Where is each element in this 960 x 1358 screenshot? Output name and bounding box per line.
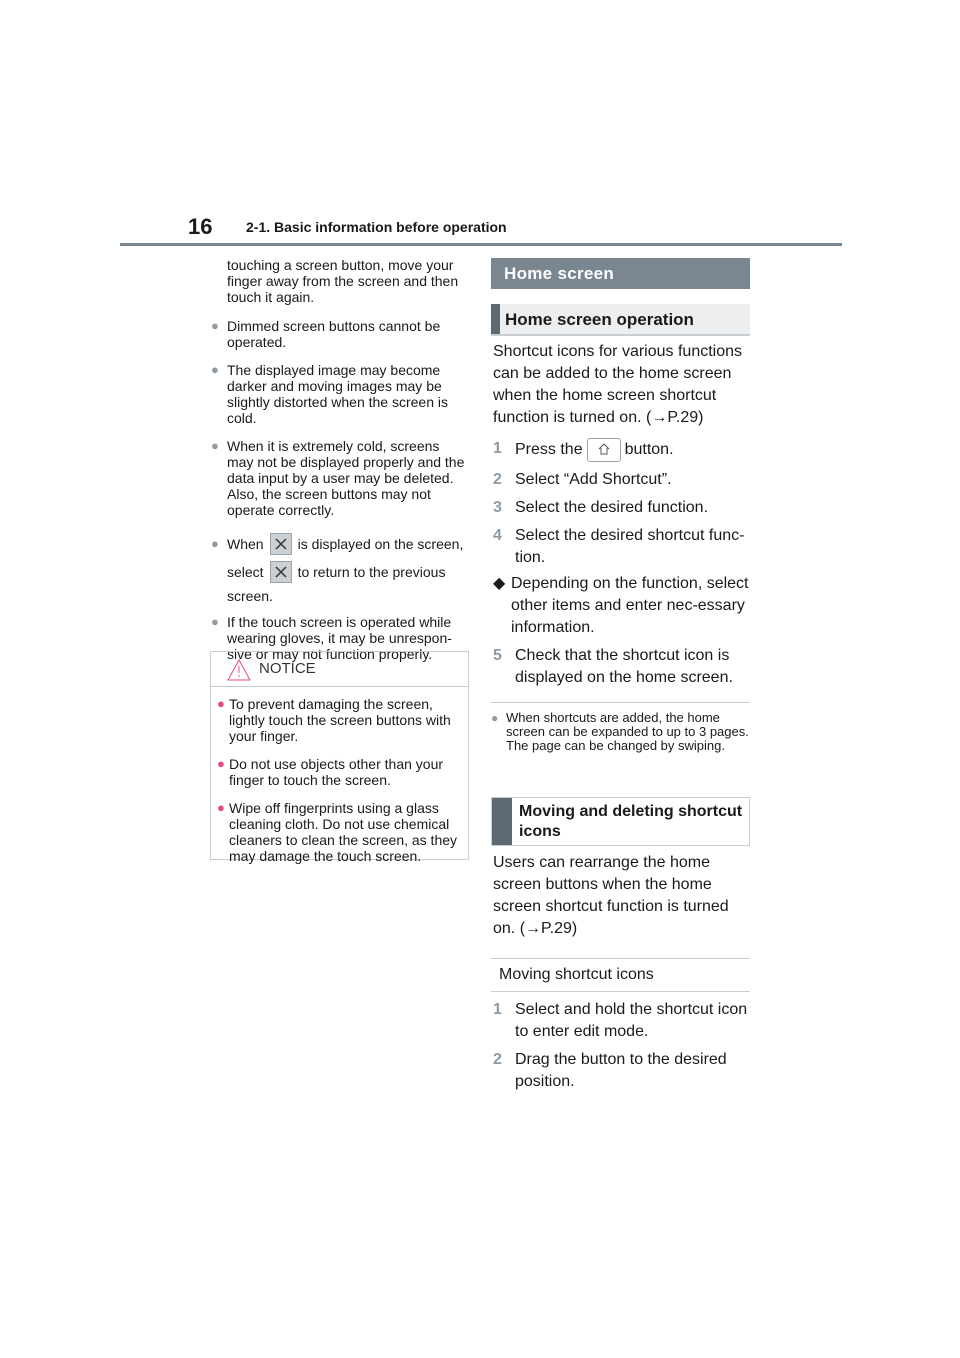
bullet-dot-icon: ● [211, 362, 219, 377]
notice-item: ● Wipe off fingerprints using a glass cleaning cloth. Do not use chemical cleaners to clean the screen, as they may damage the touch screen. [217, 800, 458, 864]
moving-deleting-subheading: Moving and deleting shortcut icons [491, 797, 750, 846]
users-paragraph: Users can rearrange the home screen buttons when the home screen shortcut function is turned on. (→P.29) [493, 854, 729, 937]
header-rule [120, 243, 842, 246]
subheading-bar [491, 304, 500, 334]
close-icon [270, 561, 292, 583]
bullet-dot-icon: ● [217, 756, 225, 771]
notice-label: NOTICE [259, 660, 316, 677]
notice-items [211, 687, 468, 864]
notice-box [210, 651, 469, 864]
bullet-dot-icon: ● [211, 536, 219, 551]
bullet-dot-icon: ● [491, 711, 499, 725]
notice-header [211, 652, 468, 687]
bullet-item: ● When it is extremely cold, screens may not be displayed properly and the data input by a user may be deleted. Also, the screen buttons may not operate correctly. [211, 438, 465, 518]
subheading-bar [492, 798, 512, 845]
warning-triangle-icon [227, 659, 251, 681]
bullet-dot-icon: ● [211, 318, 219, 333]
home-screen-heading: Home screen [491, 258, 750, 289]
intro-paragraph: Shortcut icons for various functions can be added to the home screen when the home screen shortcut function is turned on. (→P.29) [493, 343, 743, 426]
page-number: 16 [188, 214, 213, 239]
info-rule [491, 702, 750, 703]
bullet-dot-icon: ● [211, 614, 219, 629]
bullet-dot-icon: ● [217, 696, 225, 711]
bullet-dot-icon: ● [217, 800, 225, 815]
bullet-item: ● If the touch screen is operated while wearing gloves, it may be unrespon-sive or may not function properly. [211, 614, 452, 662]
close-icon [270, 533, 292, 555]
continuation-text: touching a screen button, move your finger away from the screen and then touch it again. [227, 257, 459, 305]
bullet-item-when: ● When is displayed on the screen, select to return to the previous screen. [211, 530, 469, 604]
moving-icons-heading: Moving shortcut icons [491, 958, 750, 992]
diamond-bullet-icon: ◆ [493, 575, 506, 592]
notice-item: ● To prevent damaging the screen, lightly touch the screen buttons with your finger. [217, 696, 451, 744]
operation-subheading: Home screen operation [491, 304, 750, 336]
left-column [211, 257, 469, 674]
bullet-item: ● Dimmed screen buttons cannot be operated. [211, 318, 441, 350]
bullet-item: ● The displayed image may become darker and moving images may be slightly distorted when the screen is cold. [211, 362, 448, 426]
home-button-icon [587, 438, 621, 462]
notice-item: ● Do not use objects other than your finger to touch the screen. [217, 756, 444, 788]
section-title: 2-1. Basic information before operation [246, 219, 507, 235]
bullet-dot-icon: ● [211, 438, 219, 453]
